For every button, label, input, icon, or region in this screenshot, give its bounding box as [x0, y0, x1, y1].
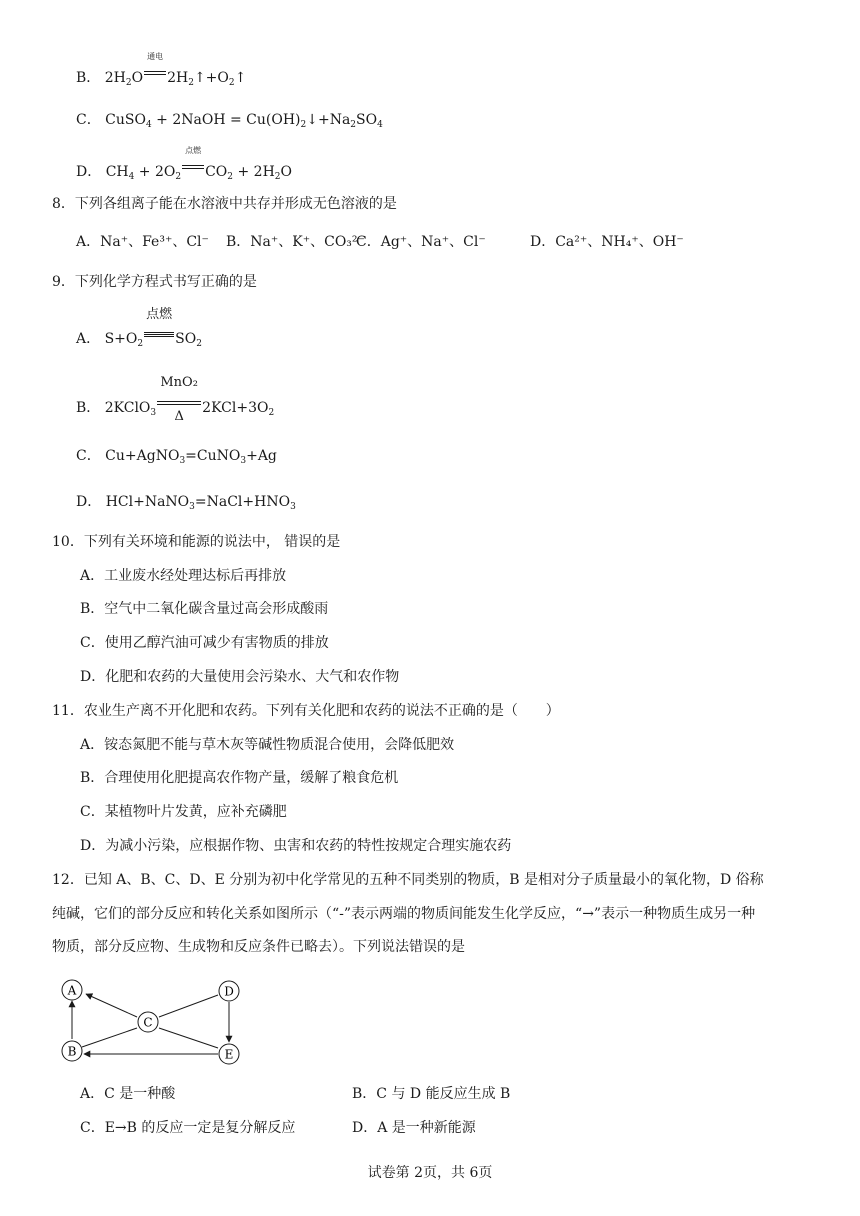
q11-stem: 11．农业生产离不开化肥和农药。下列有关化肥和农药的说法不正确的是（ ） [52, 703, 560, 719]
q10-option-d: D．化肥和农药的大量使用会污染水、大气和农作物 [80, 669, 400, 685]
node-b [62, 1041, 82, 1061]
q8-option-b: B．Na⁺、K⁺、CO₃²⁻ [226, 234, 365, 250]
q8-options [76, 232, 684, 252]
q12-option-b: B．C 与 D 能反应生成 B [352, 1086, 511, 1102]
q12-option-c: C．E→B 的反应一定是复分解反应 [80, 1120, 296, 1136]
q12-stem-line-1: 12．已知 A、B、C、D、E 分别为初中化学常见的五种不同类别的物质，B 是相对分子质量最小的氧化物，D 俗称 [52, 872, 764, 888]
q9-option-c: C． Cu+AgNO$_3$=CuNO$_3$+Ag [76, 448, 277, 466]
q12-option-a: A．C 是一种酸 [80, 1086, 176, 1102]
node-e [219, 1044, 239, 1064]
node-a [62, 980, 82, 1000]
edge-c-e [159, 1028, 218, 1048]
q10-option-b: B．空气中二氧化碳含量过高会形成酸雨 [80, 601, 329, 617]
q11-option-c: C．某植物叶片发黄，应补充磷肥 [80, 804, 287, 820]
svg-text:C: C [143, 1015, 153, 1030]
q12-option-d: D．A 是一种新能源 [352, 1120, 476, 1136]
q8-stem: 8．下列各组离子能在水溶液中共存并形成无色溶液的是 [52, 196, 397, 212]
edge-c-b [82, 1028, 137, 1047]
q8-option-a: A．Na⁺、Fe³⁺、Cl⁻ [76, 234, 209, 250]
edge-c-to-a [86, 994, 137, 1017]
q8-option-c: C．Ag⁺、Na⁺、Cl⁻ [356, 234, 486, 250]
q12-stem-line-3: 物质，部分反应物、生成物和反应条件已略去）。下列说法错误的是 [52, 939, 465, 955]
node-c [138, 1012, 158, 1032]
q7-option-c: C． CuSO$_4$ + 2NaOH = $Cu(OH)_2↓+Na_2SO_4$ [76, 112, 383, 130]
q12-stem-line-2: 纯碱，它们的部分反应和转化关系如图所示（“-”表示两端的物质间能发生化学反应，“→”表示一种物质生成另一种 [52, 906, 756, 922]
q11-option-b: B．合理使用化肥提高农作物产量，缓解了粮食危机 [80, 770, 399, 786]
edge-c-d [159, 995, 218, 1017]
q9-option-a: A． $S+O_2$ 点燃 $SO_2$ [76, 307, 202, 349]
page-footer: 试卷第 2页，共 6页 [367, 1165, 493, 1181]
q10-stem: 10．下列有关环境和能源的说法中， 错误的是 [52, 534, 341, 550]
q10-option-a: A．工业废水经处理达标后再排放 [80, 568, 287, 584]
relation-diagram [55, 976, 255, 1072]
svg-text:B: B [67, 1044, 77, 1059]
q11-option-d: D．为减小污染，应根据作物、虫害和农药的特性按规定合理实施农药 [80, 838, 512, 854]
q7-option-b: B． $2H_2O$ 通电 $2H_2↑+O_2↑$ [76, 52, 247, 88]
q9-option-b: B． 2KClO$_3$ MnO₂ Δ $2KCl+3O_2$ [76, 375, 275, 424]
q9-option-d: D． $HCl+NaNO_3=NaCl+HNO_3$ [76, 494, 296, 512]
q8-option-d: D．Ca²⁺、NH₄⁺、OH⁻ [530, 234, 684, 250]
q11-option-a: A．铵态氮肥不能与草木灰等碱性物质混合使用，会降低肥效 [80, 737, 455, 753]
q7-option-d: D． $CH_4 + 2O_2$ 点燃 $CO_2 + 2H_2O$ [76, 146, 292, 182]
q10-option-c: C．使用乙醇汽油可减少有害物质的排放 [80, 635, 329, 651]
svg-text:D: D [224, 984, 234, 999]
q9-stem: 9．下列化学方程式书写正确的是 [52, 274, 257, 290]
svg-text:A: A [67, 983, 77, 998]
node-d [219, 981, 239, 1001]
svg-text:E: E [224, 1047, 234, 1062]
